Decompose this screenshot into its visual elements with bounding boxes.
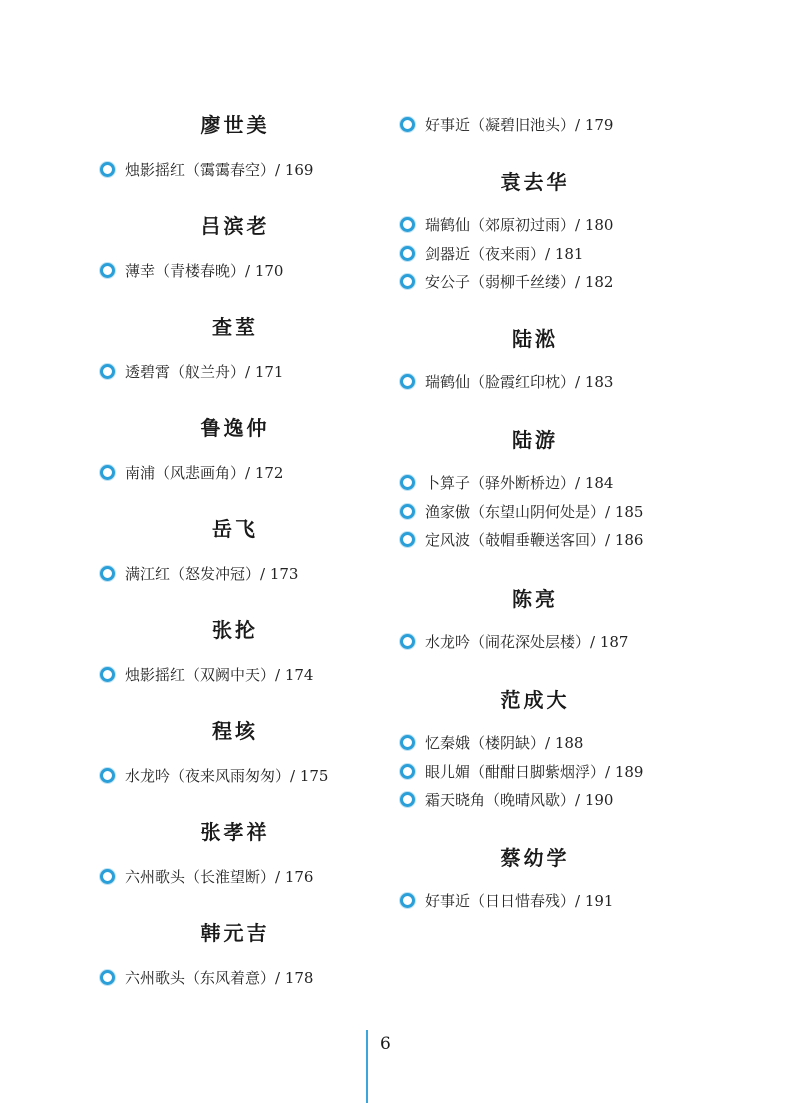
page-number: 6 [380,1034,391,1054]
toc-entry[interactable] [100,260,283,282]
toc-entry-text: 安公子（弱柳千丝缕）/ 182 [425,273,614,291]
circle-bullet-icon [400,274,415,289]
toc-entry[interactable] [400,761,643,783]
toc-entry[interactable] [400,114,613,136]
toc-entry-text: 好事近（日日惜春残）/ 191 [425,892,614,910]
toc-entry[interactable] [100,765,328,787]
circle-bullet-icon [100,465,115,480]
toc-entry[interactable] [100,866,313,888]
circle-bullet-icon [400,117,415,132]
toc-entry[interactable] [100,159,313,181]
author-name: 吕滨老 [200,214,270,238]
circle-bullet-icon [100,162,115,177]
author-name: 张抡 [212,618,258,642]
author-name: 廖世美 [200,113,270,137]
toc-entry-text: 水龙吟（夜来风雨匆匆）/ 175 [125,767,329,785]
circle-bullet-icon [400,735,415,750]
toc-entry-text: 薄幸（青楼春晚）/ 170 [125,262,284,280]
toc-entry-text: 烛影摇红（霭霭春空）/ 169 [125,161,314,179]
author-name: 岳飞 [212,517,258,541]
toc-entry-text: 南浦（风悲画角）/ 172 [125,464,284,482]
toc-entry[interactable] [400,243,583,265]
circle-bullet-icon [400,532,415,547]
toc-entry-text: 六州歌头（长淮望断）/ 176 [125,868,314,886]
author-name: 张孝祥 [200,820,270,844]
toc-entry-text: 六州歌头（东风着意）/ 178 [125,969,314,987]
toc-entry-text: 烛影摇红（双阙中天）/ 174 [125,666,314,684]
toc-entry[interactable] [400,890,613,912]
author-name: 鲁逸仲 [200,416,270,440]
toc-entry-text: 渔家傲（东望山阴何处是）/ 185 [425,503,644,521]
toc-entry[interactable] [400,501,643,523]
circle-bullet-icon [100,869,115,884]
author-name: 陈亮 [512,587,558,611]
circle-bullet-icon [400,504,415,519]
toc-entry[interactable] [400,271,613,293]
author-name: 查荎 [212,315,258,339]
toc-entry-text: 满江红（怒发冲冠）/ 173 [125,565,299,583]
toc-entry-text: 透碧霄（舣兰舟）/ 171 [125,363,284,381]
circle-bullet-icon [400,217,415,232]
toc-entry-text: 定风波（攲帽垂鞭送客回）/ 186 [425,531,644,549]
author-name: 陆游 [512,428,558,452]
toc-entry[interactable] [100,967,313,989]
author-name: 程垓 [212,719,258,743]
circle-bullet-icon [400,246,415,261]
toc-entry-text: 瑞鹤仙（脸霞红印枕）/ 183 [425,373,614,391]
toc-entry[interactable] [400,371,613,393]
toc-entry[interactable] [400,631,628,653]
author-name: 袁去华 [500,170,570,194]
toc-entry[interactable] [100,664,313,686]
toc-entry-text: 霜天晓角（晚晴风歇）/ 190 [425,791,614,809]
toc-entry[interactable] [400,214,613,236]
circle-bullet-icon [100,364,115,379]
circle-bullet-icon [400,764,415,779]
circle-bullet-icon [400,475,415,490]
circle-bullet-icon [400,634,415,649]
toc-entry[interactable] [100,361,283,383]
toc-entry[interactable] [400,732,583,754]
toc-entry-text: 水龙吟（闹花深处层楼）/ 187 [425,633,629,651]
toc-entry[interactable] [100,462,283,484]
circle-bullet-icon [100,566,115,581]
circle-bullet-icon [100,768,115,783]
toc-entry-text: 好事近（凝碧旧池头）/ 179 [425,116,614,134]
toc-entry[interactable] [100,563,298,585]
circle-bullet-icon [100,667,115,682]
circle-bullet-icon [100,263,115,278]
toc-entry[interactable] [400,529,643,551]
author-name: 陆淞 [512,327,558,351]
toc-entry-text: 眼儿媚（酣酣日脚紫烟浮）/ 189 [425,763,644,781]
toc-entry[interactable] [400,472,613,494]
circle-bullet-icon [100,970,115,985]
toc-entry-text: 剑器近（夜来雨）/ 181 [425,245,584,263]
circle-bullet-icon [400,374,415,389]
circle-bullet-icon [400,792,415,807]
author-name: 范成大 [500,688,570,712]
author-name: 韩元吉 [200,921,270,945]
page-number-rule [366,1030,368,1103]
toc-entry[interactable] [400,789,613,811]
author-name: 蔡幼学 [500,846,570,870]
toc-entry-text: 卜算子（驿外断桥边）/ 184 [425,474,614,492]
toc-entry-text: 瑞鹤仙（郊原初过雨）/ 180 [425,216,614,234]
circle-bullet-icon [400,893,415,908]
toc-entry-text: 忆秦娥（楼阴缺）/ 188 [425,734,584,752]
